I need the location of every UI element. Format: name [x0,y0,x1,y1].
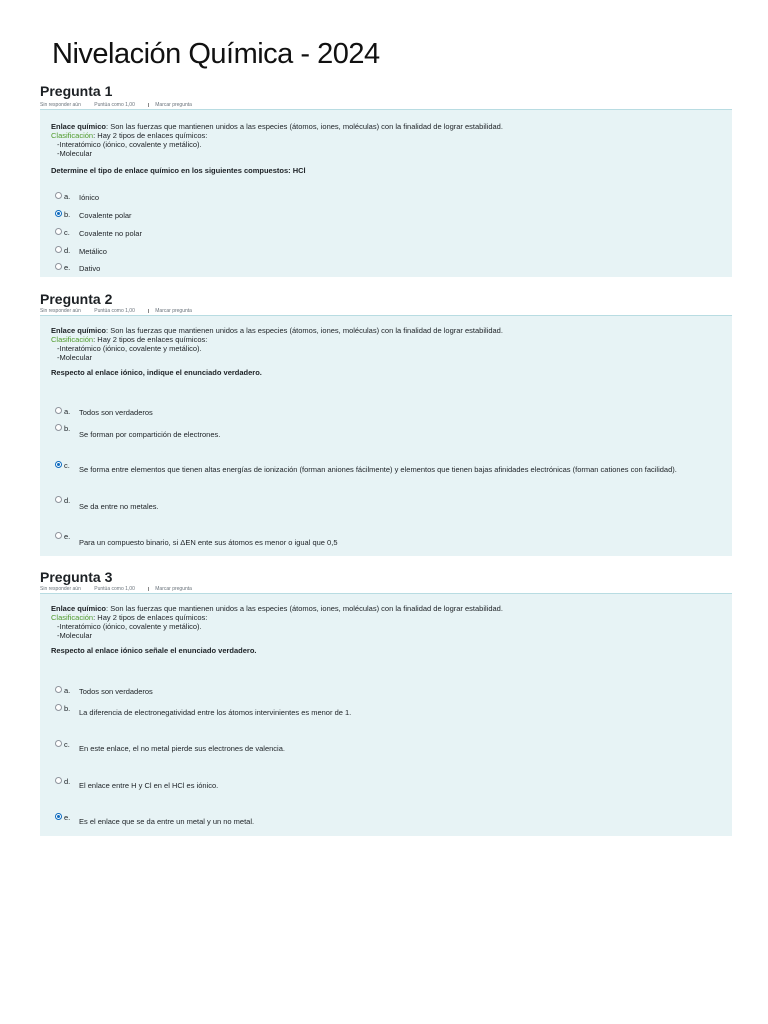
question-prompt: Respecto al enlace iónico señale el enunciado verdadero. [51,646,257,655]
classification-text: : Hay 2 tipos de enlaces químicos: [93,335,208,344]
flag-label: Marcar pregunta [155,102,192,108]
flag-question-link[interactable] [148,102,204,108]
definition-text: : Son las fuerzas que mantienen unidos a las especies (átomos, iones, moléculas) con la finalidad de lograr estabilidad. [106,604,503,613]
score-text: Puntúa como 1,00 [94,102,135,108]
option-label: Se forman por compartición de electrones. [79,430,221,439]
option-letter: a. [64,686,71,695]
option-letter: d. [64,246,71,255]
radio-b[interactable] [55,704,62,711]
option-label: La diferencia de electronegatividad entre los átomos intervinientes es menor de 1. [79,708,352,717]
option-label: Iónico [79,193,100,202]
option-label: Covalente no polar [79,229,142,238]
option-letter: a. [64,192,71,201]
option-letter: b. [64,424,71,433]
bond-type-1: -Interatómico (iónico, covalente y metálico). [57,622,202,631]
definition-label: Enlace químico [51,604,107,613]
option-label: Covalente polar [79,211,132,220]
radio-d[interactable] [55,246,62,253]
question-text [51,122,724,158]
classification-label: Clasificación [51,335,94,344]
bond-type-2: -Molecular [57,353,93,362]
option-letter: c. [64,228,70,237]
radio-d[interactable] [55,496,62,503]
question-info [40,101,732,109]
radio-a[interactable] [55,192,62,199]
definition-label: Enlace químico [51,122,107,131]
option-label: El enlace entre H y Cl en el HCl es iónico. [79,781,219,790]
question-heading: Pregunta 3 [40,569,113,585]
flag-question-link[interactable] [148,586,204,592]
radio-a[interactable] [55,686,62,693]
question-info [40,307,732,315]
bond-type-1: -Interatómico (iónico, covalente y metálico). [57,140,202,149]
radio-c[interactable] [55,461,62,468]
question-2 [40,291,732,556]
option-label: Se da entre no metales. [79,502,159,511]
classification-label: Clasificación [51,131,94,140]
option-label: Dativo [79,264,101,273]
radio-a[interactable] [55,407,62,414]
option-letter: d. [64,496,71,505]
bond-type-2: -Molecular [57,149,93,158]
score-text: Puntúa como 1,00 [94,308,135,314]
radio-c[interactable] [55,740,62,747]
question-text [51,604,724,640]
radio-e[interactable] [55,813,62,820]
question-heading: Pregunta 2 [40,291,113,307]
radio-b[interactable] [55,424,62,431]
status-text: Sin responder aún [40,586,81,592]
flag-icon [148,309,153,313]
status-text: Sin responder aún [40,102,81,108]
question-content [40,593,732,836]
radio-b[interactable] [55,210,62,217]
question-3 [40,569,732,836]
question-1 [40,83,732,277]
bond-type-1: -Interatómico (iónico, covalente y metálico). [57,344,202,353]
option-letter: a. [64,407,71,416]
question-content [40,315,732,556]
classification-text: : Hay 2 tipos de enlaces químicos: [93,613,208,622]
question-prompt: Respecto al enlace iónico, indique el enunciado verdadero. [51,368,262,377]
definition-text: : Son las fuerzas que mantienen unidos a las especies (átomos, iones, moléculas) con la finalidad de lograr estabilidad. [106,326,503,335]
page-title: Nivelación Química - 2024 [52,38,380,70]
status-text: Sin responder aún [40,308,81,314]
question-info [40,585,732,593]
option-label: Metálico [79,247,107,256]
option-letter: e. [64,263,71,272]
definition-label: Enlace químico [51,326,107,335]
option-letter: b. [64,704,71,713]
flag-icon [148,103,153,107]
flag-question-link[interactable] [148,308,204,314]
radio-e[interactable] [55,263,62,270]
bond-type-2: -Molecular [57,631,93,640]
option-letter: b. [64,210,71,219]
option-letter: e. [64,813,71,822]
option-label: Para un compuesto binario, si ΔEN ente sus átomos es menor o igual que 0,5 [79,538,338,547]
flag-label: Marcar pregunta [155,308,192,314]
option-label: Es el enlace que se da entre un metal y un no metal. [79,817,255,826]
option-letter: c. [64,461,70,470]
question-heading: Pregunta 1 [40,83,113,99]
radio-e[interactable] [55,532,62,539]
option-label: En este enlace, el no metal pierde sus electrones de valencia. [79,744,285,753]
question-prompt: Determine el tipo de enlace químico en los siguientes compuestos: HCl [51,166,306,175]
flag-label: Marcar pregunta [155,586,192,592]
radio-d[interactable] [55,777,62,784]
definition-text: : Son las fuerzas que mantienen unidos a las especies (átomos, iones, moléculas) con la finalidad de lograr estabilidad. [106,122,503,131]
option-label: Todos son verdaderos [79,687,153,696]
question-text [51,326,724,362]
option-label: Se forma entre elementos que tienen altas energías de ionización (forman aniones fácilmente) y elementos que tienen bajas afinidades electrónicas (forman cationes con facilidad). [79,465,677,474]
option-label: Todos son verdaderos [79,408,153,417]
radio-c[interactable] [55,228,62,235]
classification-label: Clasificación [51,613,94,622]
score-text: Puntúa como 1,00 [94,586,135,592]
question-content [40,109,732,277]
classification-text: : Hay 2 tipos de enlaces químicos: [93,131,208,140]
option-letter: d. [64,777,71,786]
option-letter: c. [64,740,70,749]
flag-icon [148,587,153,591]
option-letter: e. [64,532,71,541]
